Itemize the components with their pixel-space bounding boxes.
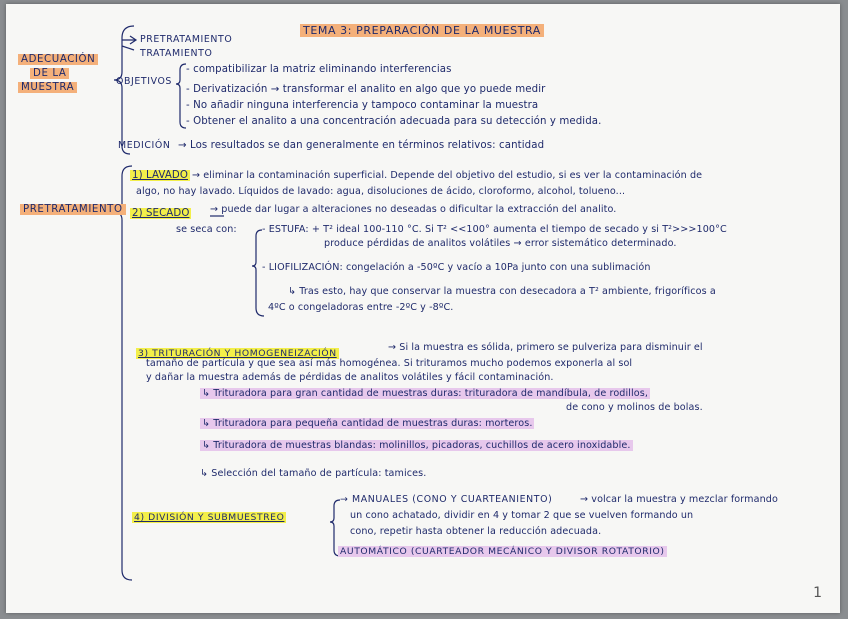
trituracion-sub-item-1-text: ↳ Trituradora para gran cantidad de muestras duras: trituradora de mandíbula, de rodillos, [202, 388, 649, 399]
division-label: 4) DIVISIÓN Y SUBMUESTREO [134, 512, 285, 523]
trituracion-sub-item-1 [200, 388, 650, 399]
division-automatico-text: AUTOMÁTICO (CUARTEADOR MECÁNICO Y DIVISOR ROTATORIO) [340, 546, 665, 557]
trituracion-sub-item-3-text: ↳ Trituradora de muestras blandas: molinillos, picadoras, cuchillos de acero inoxidable. [202, 440, 631, 451]
objetivo-item: - Derivatización → transformar el analito en algo que yo puede medir [186, 84, 546, 95]
division-manuales-text: → volcar la muestra y mezclar formando [580, 494, 778, 505]
secado-label: 2) SECADO [132, 208, 190, 219]
top-item-tratamiento: TRATAMIENTO [140, 48, 213, 59]
secado-liofilizacion-line2: ↳ Tras esto, hay que conservar la muestra con desecadora a T² ambiente, frigoríficos a [288, 286, 716, 297]
trituracion-text-line2: tamaño de partícula y que sea así más homogénea. Si trituramos mucho podemos exponerla al sol [146, 358, 633, 369]
objetivo-item: - No añadir ninguna interferencia y tampoco contaminar la muestra [186, 100, 539, 111]
division-manuales-label: → MANUALES (CONO Y CUARTEANIENTO) [340, 494, 553, 505]
section-label-pretratamiento: PRETRATAMIENTO [20, 204, 126, 215]
trituracion-sub-item-1b: de cono y molinos de bolas. [566, 402, 703, 413]
trituracion-sub-item-4: ↳ Selección del tamaño de partícula: tamices. [200, 468, 427, 479]
division-manuales-line3: cono, repetir hasta obtener la reducción adecuada. [350, 526, 602, 537]
page-title: TEMA 3: PREPARACIÓN DE LA MUESTRA [300, 24, 544, 37]
division-manuales-line2: un cono achatado, dividir en 4 y tomar 2 que se vuelven formando un [350, 510, 694, 521]
trituracion-sub-item-3 [200, 440, 633, 451]
section-label-adecuacion-line3: MUESTRA [18, 82, 77, 93]
medicion-text: → Los resultados se dan generalmente en términos relativos: cantidad [178, 140, 545, 151]
secado-liofilizacion-line3: 4ºC o congeladoras entre -2ºC y -8ºC. [268, 302, 454, 313]
section-label-adecuacion-line2: DE LA [30, 68, 69, 79]
page-number: 1 [813, 585, 822, 601]
secado-liofilizacion: - LIOFILIZACIÓN: congelación a -50ºC y vacío a 10Pa junto con una sublimación [262, 262, 651, 273]
secado-se-seca: se seca con: [176, 224, 237, 235]
trituracion-sub-item-2 [200, 418, 534, 429]
notebook-page [6, 4, 840, 613]
secado-text-line1: → puede dar lugar a alteraciones no deseadas o dificultar la extracción del analito. [210, 204, 617, 215]
trituracion-label: 3) TRITURACIÓN Y HOMOGENEIZACIÓN [138, 348, 337, 359]
top-item-pretratamiento: PRETRATAMIENTO [140, 34, 233, 45]
objetivos-label: OBJETIVOS [116, 76, 172, 87]
division-automatico [338, 546, 667, 557]
secado-estufa-line2: produce pérdidas de analitos volátiles → error sistemático determinado. [324, 238, 677, 249]
secado-estufa-line1: - ESTUFA: + T² ideal 100-110 °C. Si T² <<100° aumenta el tiempo de secado y si T²>>>100°C [262, 224, 727, 235]
objetivo-item: - compatibilizar la matriz eliminando interferencias [186, 64, 452, 75]
lavado-text-line1: → eliminar la contaminación superficial. Depende del objetivo del estudio, si es ver la contaminación de [192, 170, 703, 181]
objetivo-item: - Obtener el analito a una concentración adecuada para su detección y medida. [186, 116, 602, 127]
trituracion-text-line3: y dañar la muestra además de pérdidas de analitos volátiles y fácil contaminación. [146, 372, 554, 383]
trituracion-text-line1: → Si la muestra es sólida, primero se pulveriza para disminuir el [388, 342, 703, 353]
lavado-text-line2: algo, no hay lavado. Líquidos de lavado: agua, disoluciones de ácido, cloroformo, alcohol, tolueno... [136, 186, 626, 197]
medicion-label: MEDICIÓN [118, 140, 171, 151]
lavado-label: 1) LAVADO [132, 170, 188, 181]
trituracion-sub-item-2-text: ↳ Trituradora para pequeña cantidad de muestras duras: morteros. [202, 418, 533, 429]
section-label-adecuacion-line1: ADECUACIÓN [18, 54, 98, 65]
